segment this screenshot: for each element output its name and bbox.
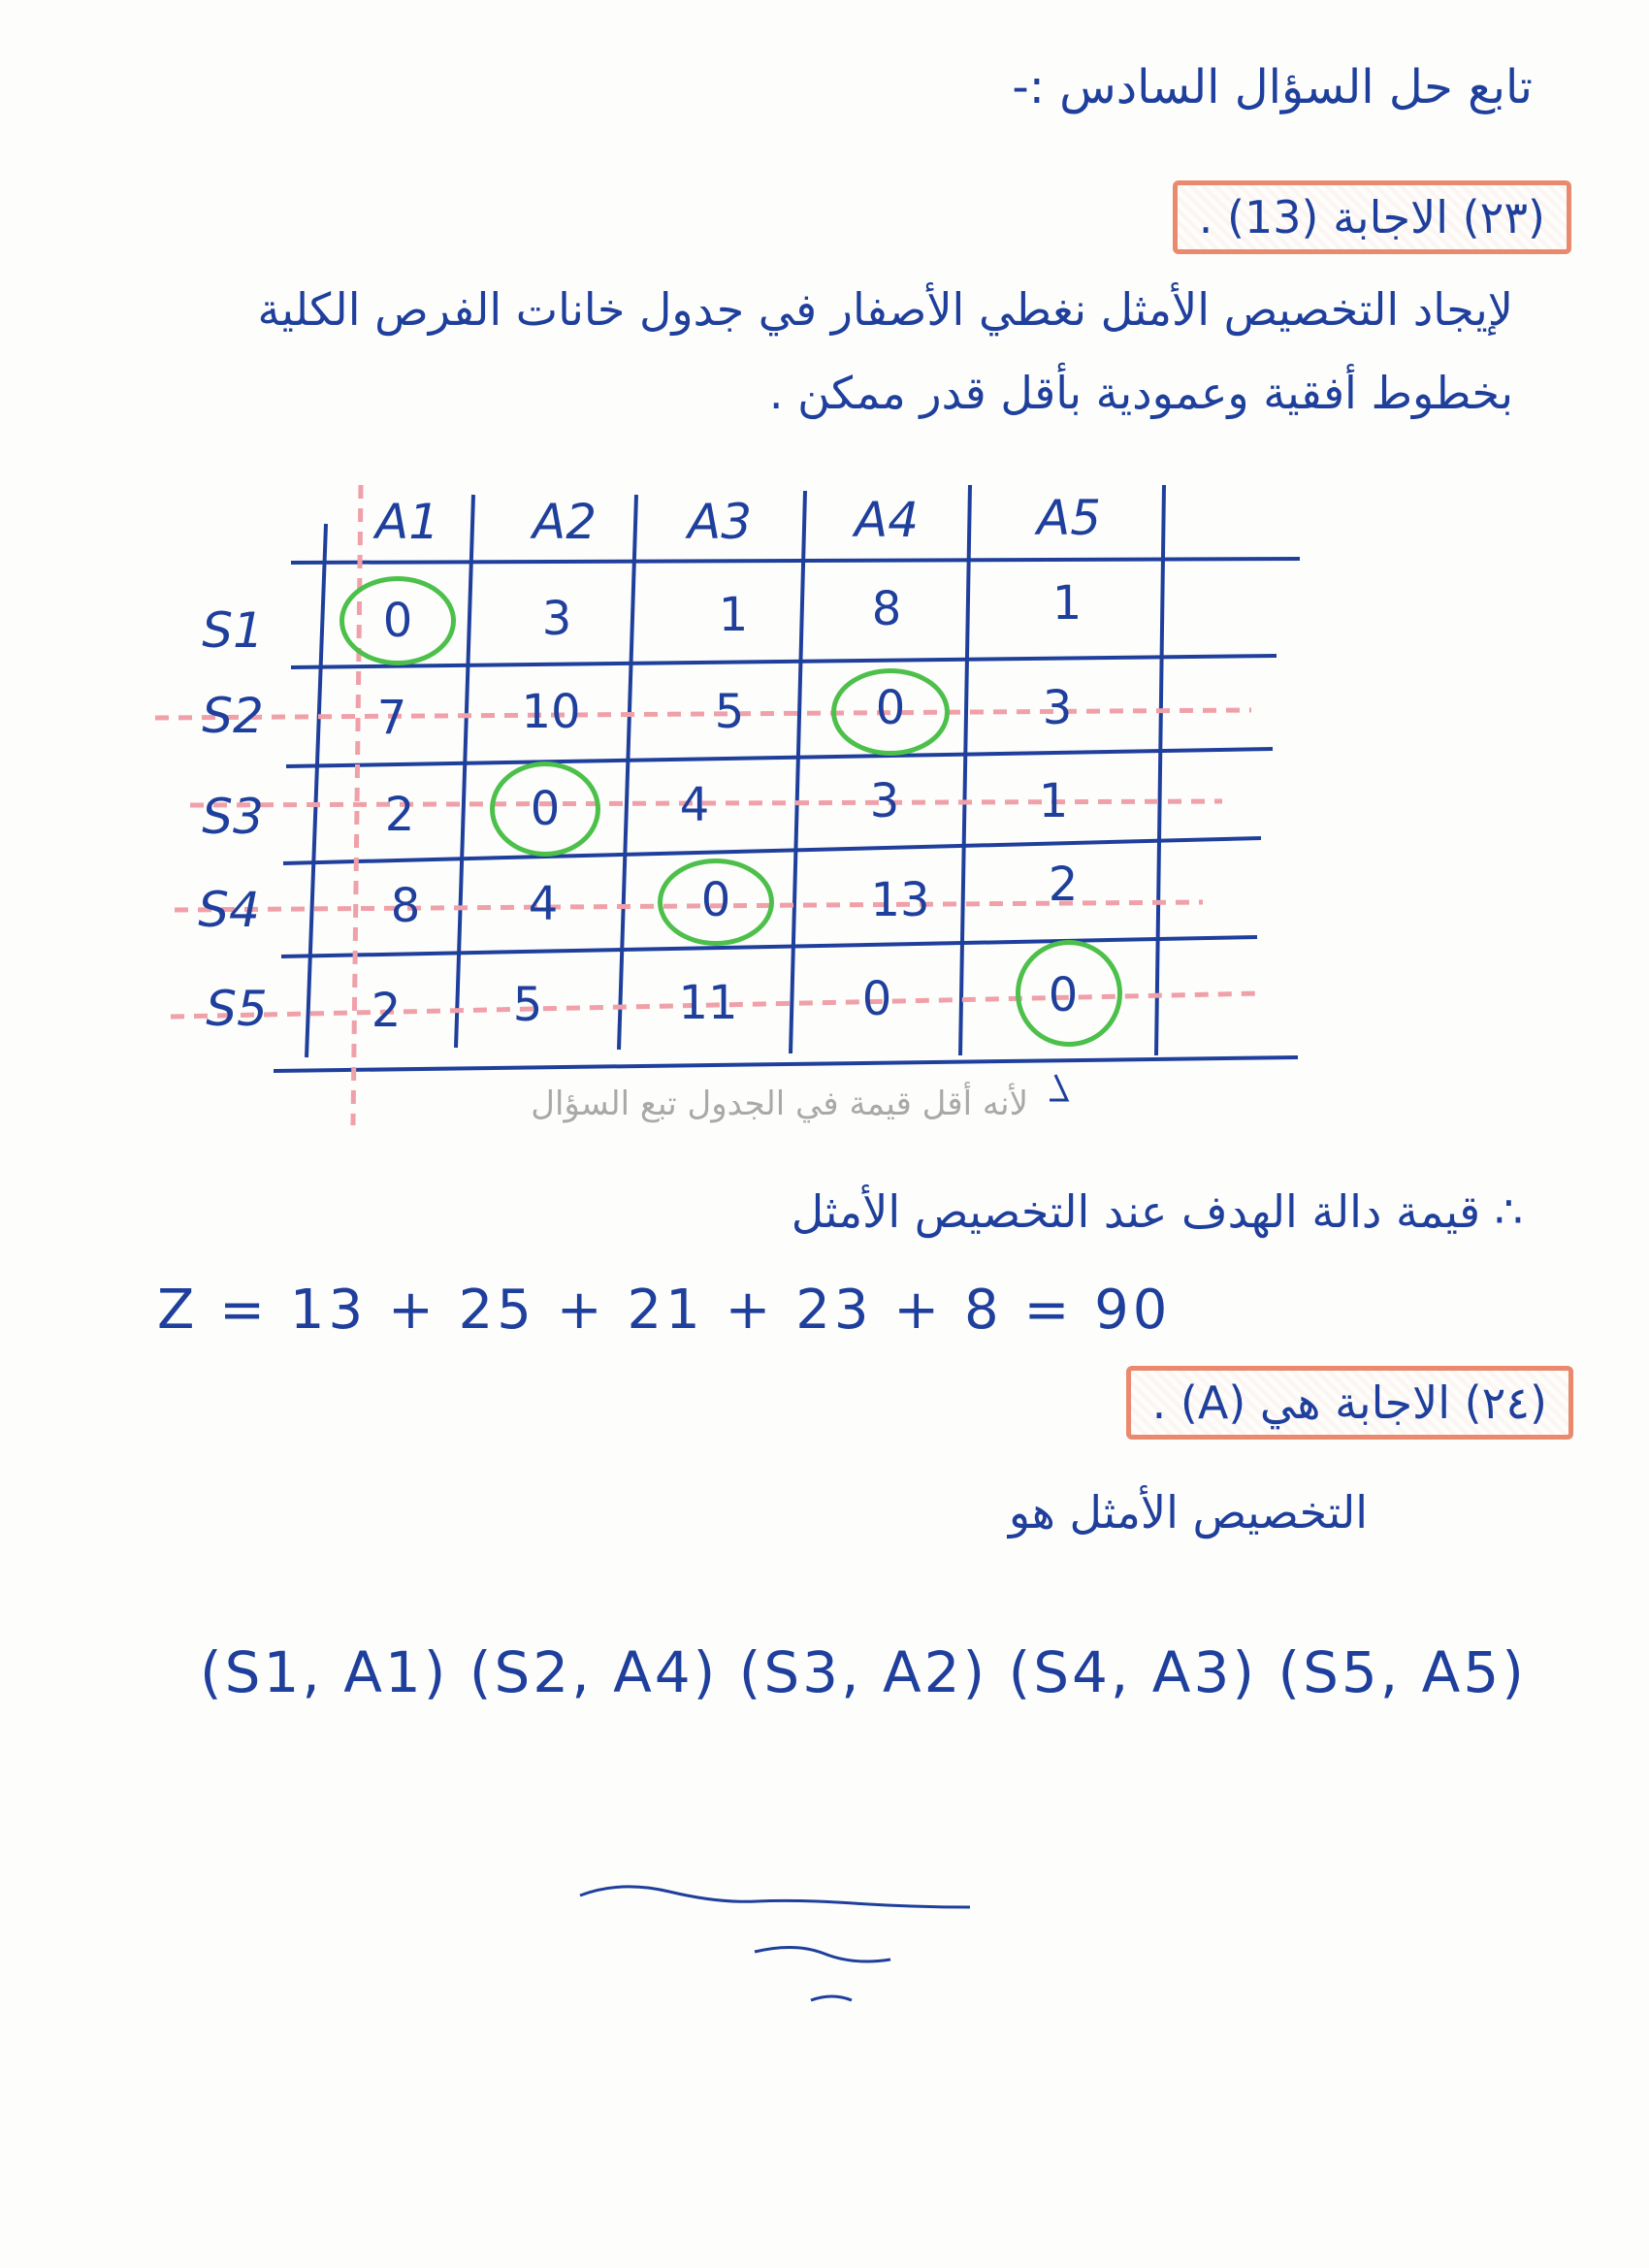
- col-header-a4: A4: [854, 492, 920, 548]
- q24-intro: التخصيص الأمثل هو: [1008, 1486, 1368, 1539]
- cell-s3-a1: 2: [384, 788, 415, 842]
- row-label-s5: S5: [206, 981, 268, 1037]
- cell-s5-a3: 11: [678, 976, 738, 1030]
- q23-explanation-line1: لإيجاد التخصيص الأمثل نغطي الأصفار في جدول خانات الفرص الكلية: [257, 283, 1513, 336]
- cell-s1-a1: 0: [382, 594, 413, 648]
- cell-s2-a4: 0: [875, 681, 906, 735]
- cell-s3-a5: 1: [1038, 774, 1069, 828]
- cell-s2-a5: 3: [1042, 681, 1073, 735]
- cell-s4-a3: 0: [700, 873, 731, 927]
- cell-s2-a3: 5: [714, 685, 745, 739]
- cell-s5-a1: 2: [371, 984, 402, 1038]
- row-label-s2: S2: [202, 688, 264, 744]
- q23-explanation-line2: بخطوط أفقية وعمودية بأقل قدر ممكن .: [768, 367, 1513, 419]
- cell-s5-a2: 5: [512, 978, 543, 1032]
- col-header-a5: A5: [1036, 490, 1102, 546]
- objective-intro: ∴ قيمة دالة الهدف عند التخصيص الأمثل: [791, 1185, 1523, 1238]
- cell-s2-a2: 10: [521, 685, 581, 739]
- page-heading: تابع حل السؤال السادس :-: [1012, 60, 1533, 114]
- cell-s4-a5: 2: [1048, 858, 1079, 912]
- cell-s5-a4: 0: [861, 972, 892, 1026]
- table-pencil-note: لأنه أقل قيمة في الجدول تبع السؤال: [531, 1085, 1028, 1123]
- row-label-s1: S1: [202, 602, 264, 659]
- col-header-a3: A3: [687, 494, 753, 550]
- q24-answer-box: (٢٤) الاجابة هي (A) .: [1126, 1366, 1573, 1440]
- cell-s4-a1: 8: [390, 879, 421, 933]
- cell-s5-a5: 0: [1048, 968, 1079, 1022]
- cell-s1-a2: 3: [541, 592, 572, 646]
- cell-s4-a2: 4: [528, 877, 559, 931]
- row-label-s3: S3: [202, 789, 264, 845]
- row-label-s4: S4: [198, 882, 260, 938]
- col-header-a1: A1: [374, 494, 440, 550]
- cell-s3-a2: 0: [530, 782, 561, 836]
- cell-s4-a4: 13: [870, 873, 930, 927]
- cell-s1-a3: 1: [718, 588, 749, 642]
- col-header-a2: A2: [532, 494, 598, 550]
- q23-answer-box: (٢٣) الاجابة (13) .: [1173, 180, 1571, 254]
- cell-s2-a1: 7: [376, 691, 407, 745]
- cell-s3-a4: 3: [869, 774, 900, 828]
- cell-s3-a3: 4: [679, 778, 710, 832]
- q24-assignment-pairs: (S1, A1) (S2, A4) (S3, A2) (S4, A3) (S5, A5): [200, 1639, 1527, 1705]
- cell-s1-a4: 8: [871, 582, 902, 636]
- objective-equation: Z = 13 + 25 + 21 + 23 + 8 = 90: [157, 1279, 1172, 1342]
- cell-s1-a5: 1: [1051, 576, 1083, 631]
